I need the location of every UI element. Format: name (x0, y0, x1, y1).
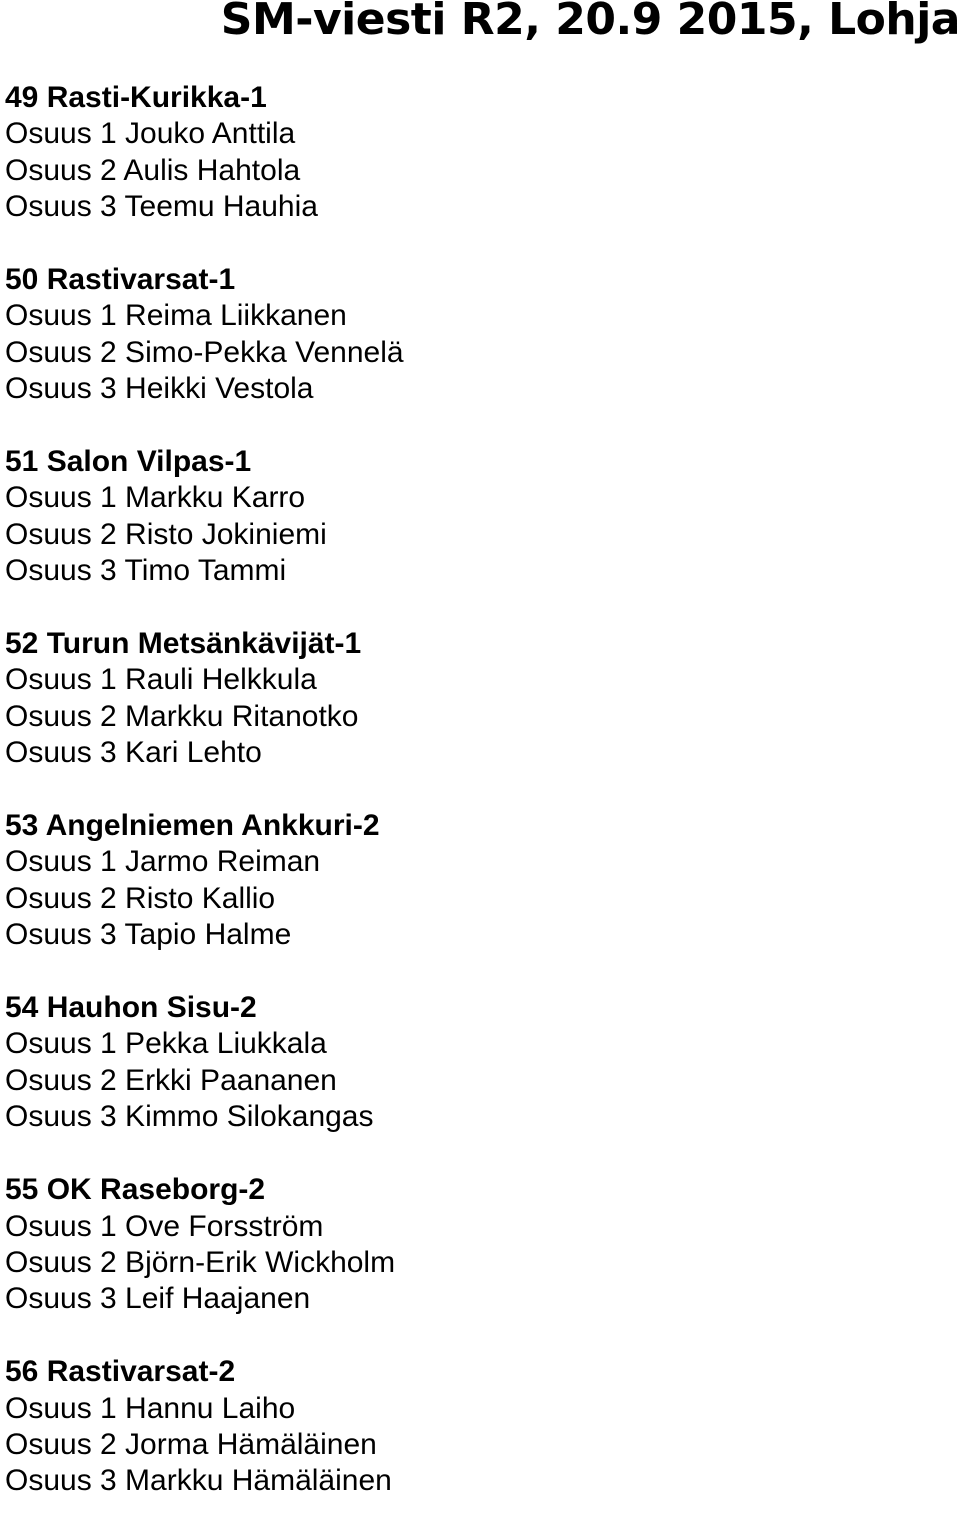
team-block (5, 1354, 404, 1500)
team-block (5, 990, 404, 1136)
leg-runner: Osuus 1 Rauli Helkkula (5, 663, 317, 697)
team-block (5, 1172, 404, 1318)
leg-runner: Osuus 3 Heikki Vestola (5, 372, 314, 406)
leg-runner: Osuus 2 Risto Kallio (5, 881, 276, 915)
leg-runner: Osuus 1 Pekka Liukkala (5, 1027, 327, 1061)
team-list (5, 80, 404, 1536)
leg-runner: Osuus 1 Markku Karro (5, 481, 306, 515)
leg-runner: Osuus 2 Björn-Erik Wickholm (5, 1245, 396, 1279)
leg-runner: Osuus 1 Ove Forsström (5, 1209, 324, 1243)
team-name: 52 Turun Metsänkävijät-1 (5, 627, 362, 661)
leg-runner: Osuus 3 Markku Hämäläinen (5, 1464, 392, 1498)
team-name: 54 Hauhon Sisu-2 (5, 991, 257, 1025)
leg-runner: Osuus 2 Aulis Hahtola (5, 153, 301, 187)
team-name: 53 Angelniemen Ankkuri-2 (5, 809, 380, 843)
leg-runner: Osuus 3 Teemu Hauhia (5, 190, 318, 224)
leg-runner: Osuus 3 Kimmo Silokangas (5, 1100, 374, 1134)
leg-runner: Osuus 3 Leif Haajanen (5, 1282, 311, 1316)
team-name: 55 OK Raseborg-2 (5, 1173, 266, 1207)
leg-runner: Osuus 2 Markku Ritanotko (5, 699, 359, 733)
leg-runner: Osuus 1 Hannu Laiho (5, 1391, 296, 1425)
team-name: 56 Rastivarsat-2 (5, 1355, 236, 1389)
team-name: 51 Salon Vilpas-1 (5, 445, 252, 479)
leg-runner: Osuus 2 Jorma Hämäläinen (5, 1427, 377, 1461)
leg-runner: Osuus 2 Risto Jokiniemi (5, 517, 327, 551)
team-block (5, 626, 404, 772)
leg-runner: Osuus 3 Timo Tammi (5, 554, 287, 588)
leg-runner: Osuus 1 Reima Liikkanen (5, 299, 347, 333)
team-block (5, 262, 404, 408)
leg-runner: Osuus 2 Erkki Paananen (5, 1063, 337, 1097)
leg-runner: Osuus 2 Simo-Pekka Vennelä (5, 335, 404, 369)
page-title: SM-viesti R2, 20.9 2015, Lohja (220, 0, 960, 45)
leg-runner: Osuus 1 Jouko Anttila (5, 117, 296, 151)
team-name: 50 Rastivarsat-1 (5, 263, 236, 297)
leg-runner: Osuus 3 Kari Lehto (5, 736, 262, 770)
team-block (5, 444, 404, 590)
leg-runner: Osuus 1 Jarmo Reiman (5, 845, 321, 879)
team-block (5, 80, 404, 226)
leg-runner: Osuus 3 Tapio Halme (5, 918, 292, 952)
team-block (5, 808, 404, 954)
team-name: 49 Rasti-Kurikka-1 (5, 81, 267, 114)
